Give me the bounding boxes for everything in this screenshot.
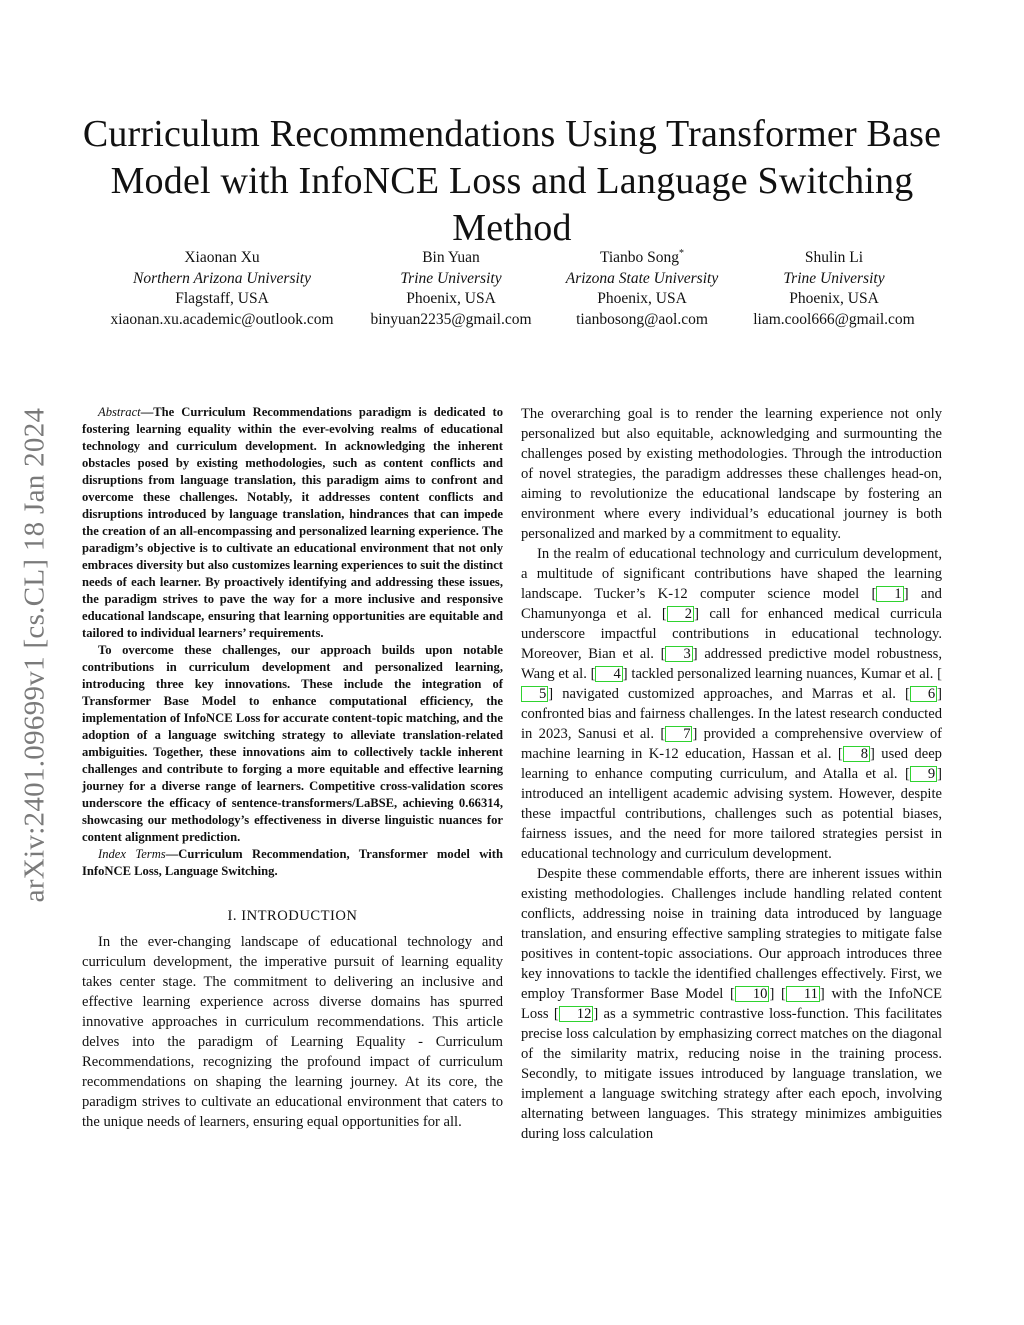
abstract-text-1: The Curriculum Recommendations paradigm is dedicated to fostering learning equality within the ever-evolving realms of educational technology and curriculum development. In acknowledging the inherent obstacles posed by existing methodologies, such as content conflicts and disruptions from language translation, this paradigm aims to confront and overcome these challenges. Notably, it addresses content conflicts and disruptions introduced by language translation, hindrances that can impede the creation of an all-encompassing and personalized learning experience. The paradigm’s objective is to cultivate an educational environment that not only embraces diversity but also customizes learning experiences to suit the distinct needs of each learner. By proactively identifying and addressing these issues, the paradigm strives to pave the way for a more inclusive and responsive educational landscape, ensuring that learning opportunities are equitable and tailored to individual learners’ requirements. [82, 405, 503, 640]
text-run: and Chamunyonga et al. [521, 586, 942, 622]
text-run: with the InfoNCE Loss [521, 986, 942, 1022]
abstract-text-2: To overcome these challenges, our approach builds upon notable contributions in curriculum development and personalized learning, introducing three key innovations. These include the integration of Transformer Base Model to enhance computational efficiency, the implementation of InfoNCE Loss for accurate content-topic matching, and the adoption of a language switching strategy to alleviate translation-related ambiguities. Together, these innovations aim to collectively tackle inherent challenges and contribute to forging a more equitable and effective learning journey for a diverse range of learners. Competitive cross-validation scores underscore the efficacy of sentence-transformers/LaBSE, achieving 0.66314, showcasing our methodology’s effectiveness in diverse linguistic nuances for content alignment prediction. [82, 643, 503, 844]
author-location: Phoenix, USA [597, 290, 687, 307]
right-column [521, 404, 942, 1144]
section-number: I [227, 908, 233, 924]
text-run: In the realm of educational technology and curriculum development, a multitude of significant contributions have shaped the learning landscape. Tucker’s K-12 computer science model [521, 546, 942, 602]
author-email[interactable]: liam.cool666@gmail.com [753, 310, 915, 328]
author-email[interactable]: xiaonan.xu.academic@outlook.com [110, 310, 334, 328]
citation-link[interactable]: 6 [910, 686, 937, 702]
text-run [774, 986, 781, 1002]
text-run: navigated customized approaches, and Marras et al. [553, 686, 905, 702]
citation-link[interactable]: 8 [843, 746, 870, 762]
text-run: provided a comprehensive overview of machine learning in K-12 education, Hassan et al. [521, 726, 942, 762]
text-run: as a symmetric contrastive loss-function. This facilitates precise loss calculation by emphasizing correct matches on the diagonal of the similarity matrix, reducing noise in the training process. Secondly, to mitigate issues introduced by language translation, we implement a language switching strategy after each epoch, involving alternating between languages. This strategy minimizes ambiguities during loss calculation [521, 1006, 942, 1142]
author-name: Xiaonan Xu [184, 249, 260, 266]
author-affiliation: Northern Arizona University [133, 269, 311, 287]
author-location: Flagstaff, USA [175, 290, 269, 307]
author-4 [753, 248, 915, 330]
citation-link[interactable]: 5 [521, 686, 548, 702]
author-affiliation: Arizona State University [565, 269, 719, 287]
author-name: Bin Yuan [422, 249, 480, 266]
citation-link[interactable]: 3 [665, 646, 692, 662]
author-email[interactable]: binyuan2235@gmail.com [370, 310, 532, 328]
intro-paragraph-2: The overarching goal is to render the learning experience not only personalized but also equitable, acknowledging and surmounting the challenges posed by existing methodologies. Through the introduction of novel strategies, the paradigm addresses these challenges head-on, aiming to revolutionize the educational landscape by fostering an environment where every individual’s educational journey is both personalized and marked by a commitment to equality. [521, 406, 942, 542]
paper-title: Curriculum Recommendations Using Transformer Base Model with InfoNCE Loss and Language Switching Method [82, 113, 942, 250]
section-title-rest: NTRODUCTION [246, 908, 358, 924]
author-name: Shulin Li [804, 249, 864, 266]
author-email[interactable]: tianbosong@aol.com [576, 310, 708, 328]
citation-link[interactable]: 10 [735, 986, 770, 1002]
abstract-paragraph-2 [82, 642, 503, 846]
intro-paragraph-1: In the ever-changing landscape of educational technology and curriculum development, the imperative pursuit of learning equality takes center stage. The commitment to delivering an inclusive and effective learning experience across diverse domains has spurred innovative approaches in curriculum recommendations. This article delves into the paradigm of Learning Equality - Curriculum Recommendations, recognizing the profound impact of curriculum recommendations on shaping the learning journey. At its core, the paradigm strives to cultivate an educational environment that caters to the unique needs of learners, ensuring equal opportunities for all. [82, 934, 503, 1130]
section-title-initial: I [241, 908, 247, 924]
citation-link[interactable]: 1 [876, 586, 903, 602]
abstract-label: Abstract [98, 405, 141, 419]
text-run: call for enhanced medical curricula underscore impactful contributions in educational technology. Moreover, Bian et al. [521, 606, 942, 662]
index-terms: Index Terms—Curriculum Recommendation, Transformer model with InfoNCE Loss, Language Switching. [82, 847, 503, 878]
index-terms-text: Curriculum Recommendation, Transformer model with InfoNCE Loss, Language Switching. [82, 847, 503, 878]
text-run: used deep learning to enhance computing curriculum, and Atalla et al. [521, 746, 942, 782]
section-heading-introduction: I. INTRODUCTION [227, 908, 358, 924]
text-run: tackled personalized learning nuances, Kumar et al. [627, 666, 938, 682]
abstract [82, 404, 503, 880]
citation-link[interactable]: 4 [595, 666, 622, 682]
citation-link[interactable]: 12 [559, 1006, 594, 1022]
left-column [82, 404, 503, 1132]
author-location: Phoenix, USA [789, 290, 879, 307]
author-2 [370, 248, 531, 330]
intro-paragraph-4: Despite these commendable efforts, there are inherent issues within existing methodologies. Challenges include handling related content conflicts, addressing noise in training data introduced by language translation, and ensuring effective sampling strategies to mitigate false positives in content-topic associations. Our approach introduces three key innovations to tackle the identified challenges effectively. First, we employ Transformer Base Model [ 10 ] [ 11 ] with the InfoNCE Loss [ 12 ] as a symmetric contrastive loss-function. This facilitates precise loss calculation by emphasizing correct matches on the diagonal of the similarity matrix, reducing noise in the training process. Secondly, to mitigate issues introduced by language translation, we implement a language switching strategy after each epoch, involving alternating between languages. This strategy minimizes ambiguities during loss calculation [521, 866, 942, 1142]
arxiv-identifier[interactable]: arXiv:2401.09699v1 [cs.CL] 18 Jan 2024 [18, 407, 51, 903]
citation-link[interactable]: 7 [665, 726, 692, 742]
author-location: Phoenix, USA [406, 290, 496, 307]
text-run: confronted bias and fairness challenges. In the latest research conducted in 2023, Sanusi et al. [521, 706, 942, 742]
author-3 [566, 248, 718, 330]
citation-link[interactable]: 9 [910, 766, 937, 782]
citation-link[interactable]: 11 [786, 986, 820, 1002]
arxiv-sidebar [10, 360, 60, 950]
author-name: Tianbo Song [599, 249, 680, 266]
author-affiliation: Trine University [783, 269, 885, 287]
text-run: introduced an intelligent academic advising system. However, despite these impactful contributions, challenges such as potential biases, fairness issues, and the need for more tailored strategies persist in educational technology and curriculum development. [521, 786, 942, 862]
index-terms-label: Index Terms [98, 847, 166, 861]
author-affiliation: Trine University [400, 269, 502, 287]
abstract-paragraph-1: Abstract—The Curriculum Recommendations paradigm is dedicated to fostering learning equality within the ever-evolving realms of educational technology and curriculum development. In acknowledging the inherent obstacles posed by existing methodologies, such as content conflicts and disruptions from language translation, this paradigm aims to confront and overcome these challenges. Notably, it addresses content conflicts and disruptions introduced by language translation, hindrances that can impede the creation of an all-encompassing and personalized learning experience. The paradigm’s objective is to cultivate an educational environment that not only embraces diversity but also customizes learning experiences to suit the distinct needs of each learner. By proactively identifying and addressing these issues, the paradigm strives to pave the way for a more inclusive and responsive educational landscape, ensuring that learning opportunities are equitable and tailored to individual learners’ requirements. [82, 405, 503, 640]
text-run: addressed predictive model robustness, Wang et al. [521, 646, 942, 682]
corresponding-author-mark: * [679, 247, 685, 259]
intro-paragraph-3: In the realm of educational technology and curriculum development, a multitude of significant contributions have shaped the learning landscape. Tucker’s K-12 computer science model [ 1 ] and Chamunyonga et al. [ 2 ] call for enhanced medical curricula underscore impactful contributions in educational technology. Moreover, Bian et al. [ 3 ] addressed predictive model robustness, Wang et al. [ 4 ] tackled personalized learning nuances, Kumar et al. [5 ] navigated customized approaches, and Marras et al. [ 6 ] confronted bias and fairness challenges. In the latest research conducted in 2023, Sanusi et al. [ 7 ] provided a comprehensive overview of machine learning in K-12 education, Hassan et al. [ 8 ] used deep learning to enhance computing curriculum, and Atalla et al. [ 9 ] introduced an intelligent academic advising system. However, despite these impactful contributions, challenges such as potential biases, fairness issues, and the need for more tailored strategies persist in educational technology and curriculum development. [521, 546, 942, 862]
citation-link[interactable]: 2 [667, 606, 694, 622]
author-1 [110, 248, 333, 330]
text-run: Despite these commendable efforts, there are inherent issues within existing methodologies. Challenges include handling related content conflicts, addressing noise in training data introduced by language translation, and ensuring effective sampling strategies to mitigate false positives in content-topic associations. Our approach introduces three key innovations to tackle the identified challenges effectively. First, we employ Transformer Base Model [521, 866, 942, 1002]
